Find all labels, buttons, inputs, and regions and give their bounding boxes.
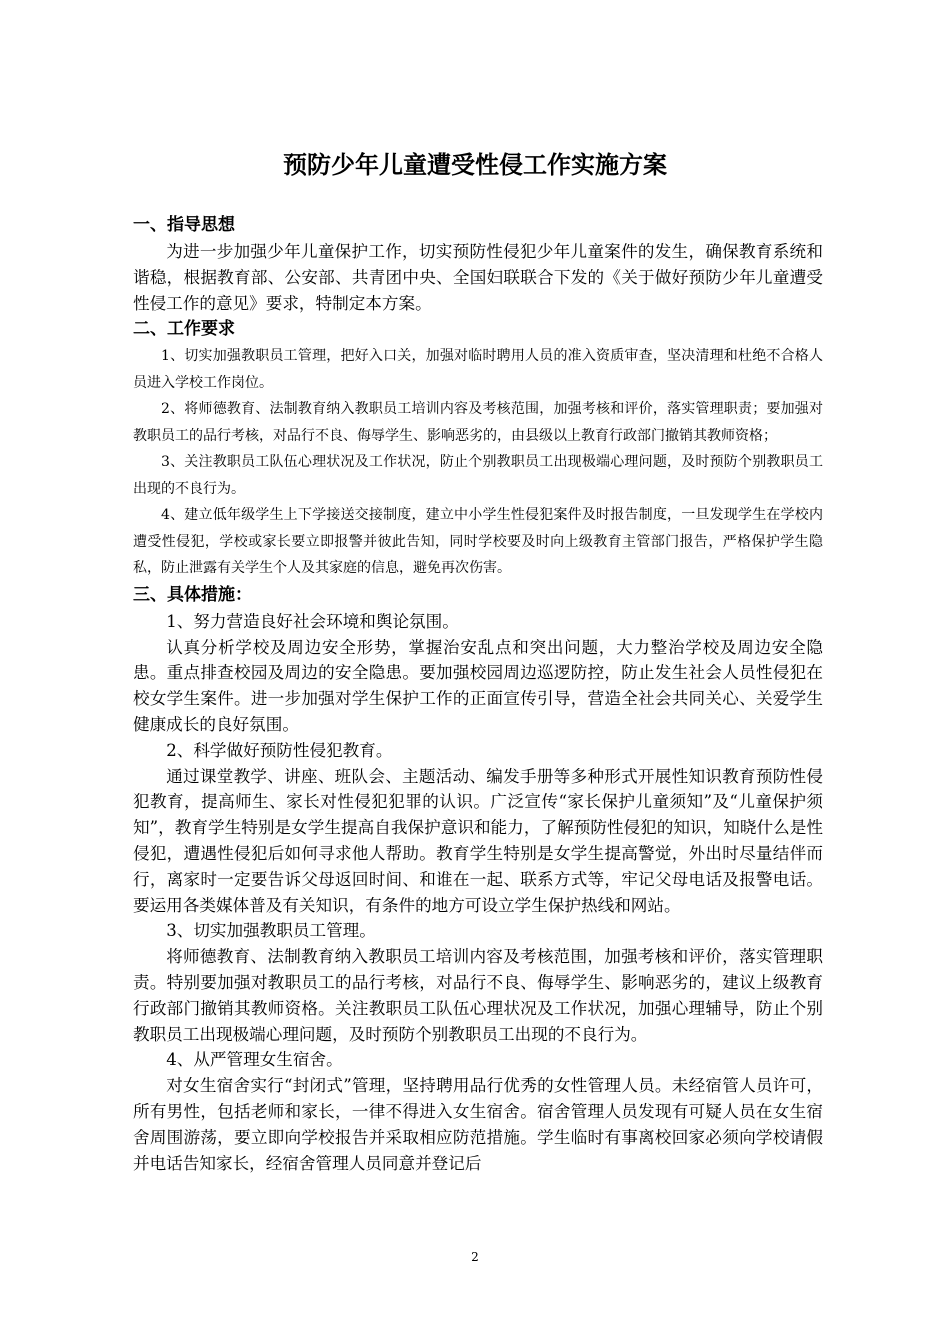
paragraph: 认真分析学校及周边安全形势，掌握治安乱点和突出问题，大力整治学校及周边安全隐患。重点排查校园及周边的安全隐患。要加强校园周边巡逻防控，防止发生社会人员性侵犯在校女学生案件。进一步加强对学生保护工作的正面宣传引导，营造全社会共同关心、关爱学生健康成长的良好氛围。 — [133, 637, 823, 735]
requirement-item: 4、建立低年级学生上下学接送交接制度，建立中小学生性侵犯案件及时报告制度，一旦发现学生在学校内遭受性侵犯，学校或家长要立即报警并彼此告知，同时学校要及时向上级教育主管部门报告，严格保护学生隐私，防止泄露有关学生个人及其家庭的信息，避免再次伤害。 — [133, 507, 823, 577]
document-title: 预防少年儿童遭受性侵工作实施方案 — [283, 151, 667, 179]
paragraph: 对女生宿舍实行“封闭式”管理，坚持聘用品行优秀的女性管理人员。未经宿管人员许可，所有男性，包括老师和家长，一律不得进入女生宿舍。宿舍管理人员发现有可疑人员在女生宿舍周围游荡，要立即向学校报告并采取相应防范措施。学生临时有事离校回家必须向学校请假并电话告知家长，经宿舍管理人员同意并登记后 — [133, 1076, 823, 1173]
requirement-item: 1、切实加强教职员工管理，把好入口关，加强对临时聘用人员的准入资质审查，坚决清理和杜绝不合格人员进入学校工作岗位。 — [133, 348, 823, 391]
section-heading-specific-measures: 三、具体措施： — [133, 584, 252, 605]
page-number: 2 — [471, 1250, 479, 1264]
paragraph: 为进一步加强少年儿童保护工作，切实预防性侵犯少年儿童案件的发生，确保教育系统和谐稳，根据教育部、公安部、共青团中央、全国妇联联合下发的《关于做好预防少年儿童遭受性侵工作的意见》要求，特制定本方案。 — [133, 242, 823, 313]
requirement-item: 2、将师德教育、法制教育纳入教职员工培训内容及考核范围，加强考核和评价，落实管理职责；要加强对教职员工的品行考核，对品行不良、侮辱学生、影响恶劣的，由县级以上教育行政部门撤销其教师资格； — [133, 401, 823, 444]
measure-heading: 4、从严管理女生宿舍。 — [166, 1050, 343, 1070]
section-heading-guiding-thought: 一、指导思想 — [133, 215, 235, 235]
measure-heading: 1、努力营造良好社会环境和舆论氛围。 — [166, 611, 459, 631]
document-body — [133, 212, 823, 1176]
paragraph: 将师德教育、法制教育纳入教职员工培训内容及考核范围，加强考核和评价，落实管理职责。特别要加强对教职员工的品行考核，对品行不良、侮辱学生、影响恶劣的，建议上级教育行政部门撤销其教师资格。关注教职员工队伍心理状况及工作状况，加强心理辅导，防止个别教职员工出现极端心理问题，及时预防个别教职员工出现的不良行为。 — [133, 947, 823, 1044]
section-heading-work-requirements: 二、工作要求 — [133, 319, 235, 340]
requirement-item: 3、关注教职员工队伍心理状况及工作状况，防止个别教职员工出现极端心理问题，及时预防个别教职员工出现的不良行为。 — [133, 454, 823, 497]
paragraph: 通过课堂教学、讲座、班队会、主题活动、编发手册等多种形式开展性知识教育预防性侵犯教育，提高师生、家长对性侵犯犯罪的认识。广泛宣传“家长保护儿童须知”及“儿童保护须知”，教育学生特别是女学生提高自我保护意识和能力，了解预防性侵犯的知识，知晓什么是性侵犯，遭遇性侵犯后如何寻求他人帮助。教育学生特别是女学生提高警觉，外出时尽量结伴而行，离家时一定要告诉父母返回时间、和谁在一起、联系方式等，牢记父母电话及报警电话。要运用各类媒体普及有关知识，有条件的地方可设立学生保护热线和网站。 — [133, 766, 823, 915]
measure-heading: 3、切实加强教职员工管理。 — [166, 921, 376, 941]
measure-heading: 2、科学做好预防性侵犯教育。 — [166, 740, 393, 760]
